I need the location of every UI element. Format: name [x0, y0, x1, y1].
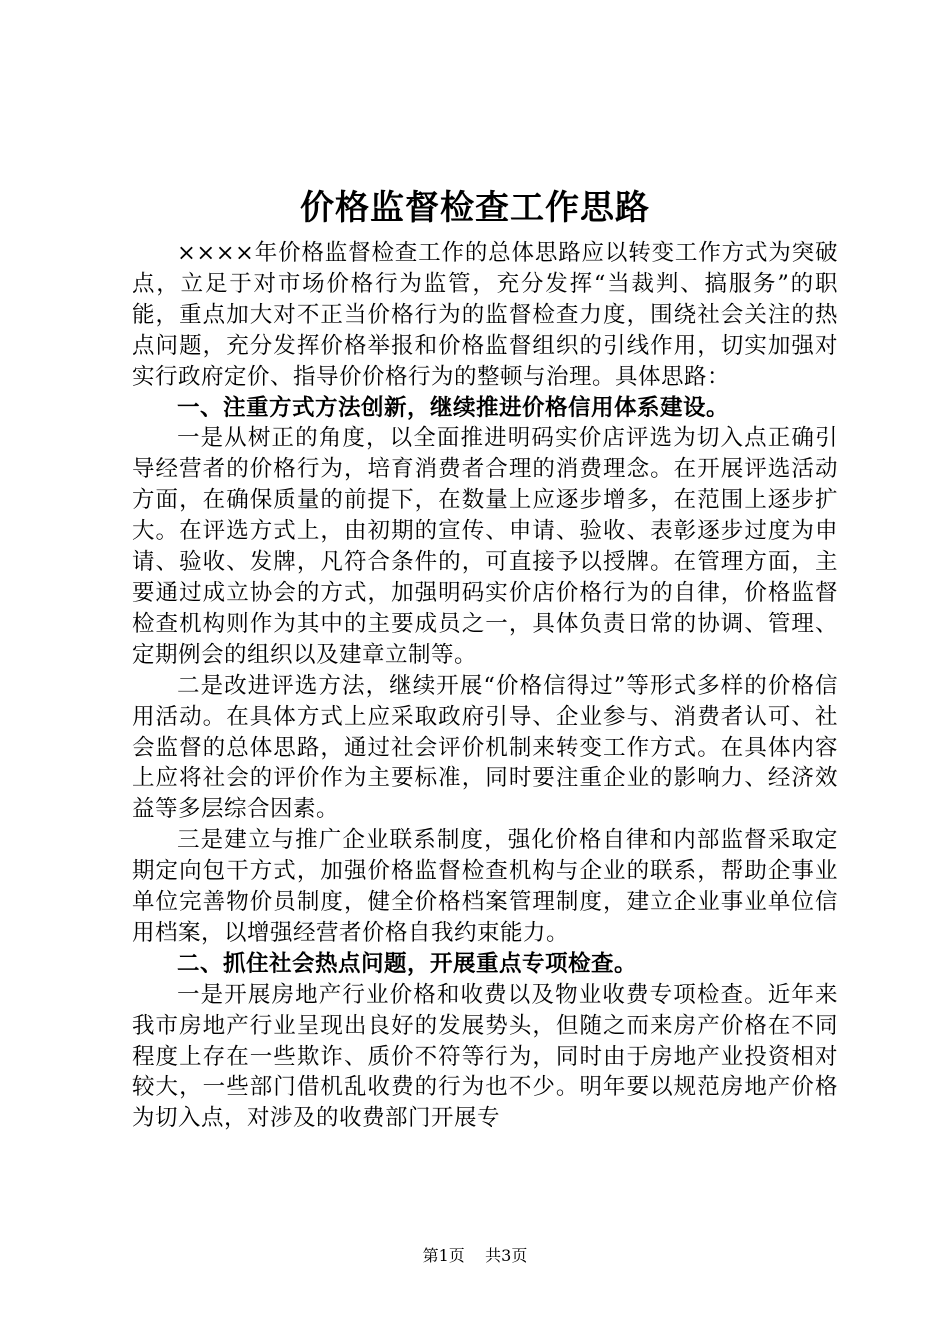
paragraph-1-2: 二是改进评选方法，继续开展“价格信得过”等形式多样的价格信用活动。在具体方式上应采取政府引导、企业参与、消费者认可、社会监督的总体思路，通过社会评价机制来转变工作方式。在具体内容上应将社会的评价作为主要标准，同时要注重企业的影响力、经济效益等多层综合因素。	[132, 672, 838, 823]
document-body	[132, 238, 838, 1134]
paragraph-intro: ××××年价格监督检查工作的总体思路应以转变工作方式为突破点，立足于对市场价格行为监管，充分发挥“当裁判、搞服务”的职能，重点加大对不正当价格行为的监督检查力度，围绕社会关注的热点问题，充分发挥价格举报和价格监督组织的引线作用，切实加强对实行政府定价、指导价价格行为的整顿与治理。具体思路：	[132, 240, 838, 390]
paragraph-1-3: 三是建立与推广企业联系制度，强化价格自律和内部监督采取定期定向包干方式，加强价格监督检查机构与企业的联系，帮助企事业单位完善物价员制度，健全价格档案管理制度，建立企业事业单位信用档案，以增强经营者价格自我约束能力。	[132, 827, 838, 946]
section-heading-2: 二、抓住社会热点问题，开展重点专项检查。	[177, 950, 638, 977]
paragraph-2-1: 一是开展房地产行业价格和收费以及物业收费专项检查。近年来我市房地产行业呈现出良好的发展势头，但随之而来房产价格在不同程度上存在一些欺诈、质价不符等行为，同时由于房地产业投资相对较大，一些部门借机乱收费的行为也不少。明年要以规范房地产价格为切入点，对涉及的收费部门开展专	[132, 981, 838, 1132]
page-total: 共3页	[485, 1246, 528, 1265]
section-heading-1: 一、注重方式方法创新，继续推进价格信用体系建设。	[177, 394, 730, 421]
document-title: 价格监督检查工作思路	[300, 188, 650, 228]
paragraph-1-1: 一是从树正的角度，以全面推进明码实价店评选为切入点正确引导经营者的价格行为，培育消费者合理的消费理念。在开展评选活动方面，在确保质量的前提下，在数量上应逐步增多，在范围上逐步扩大。在评选方式上，由初期的宣传、申请、验收、表彰逐步过度为申请、验收、发牌，凡符合条件的，可直接予以授牌。在管理方面，主要通过成立协会的方式，加强明码实价店价格行为的自律，价格监督检查机构则作为其中的主要成员之一，具体负责日常的协调、管理、定期例会的组织以及建章立制等。	[132, 425, 838, 668]
footer-spacer	[470, 1246, 480, 1265]
page-footer	[0, 1245, 950, 1267]
page-number: 第1页	[422, 1246, 465, 1265]
